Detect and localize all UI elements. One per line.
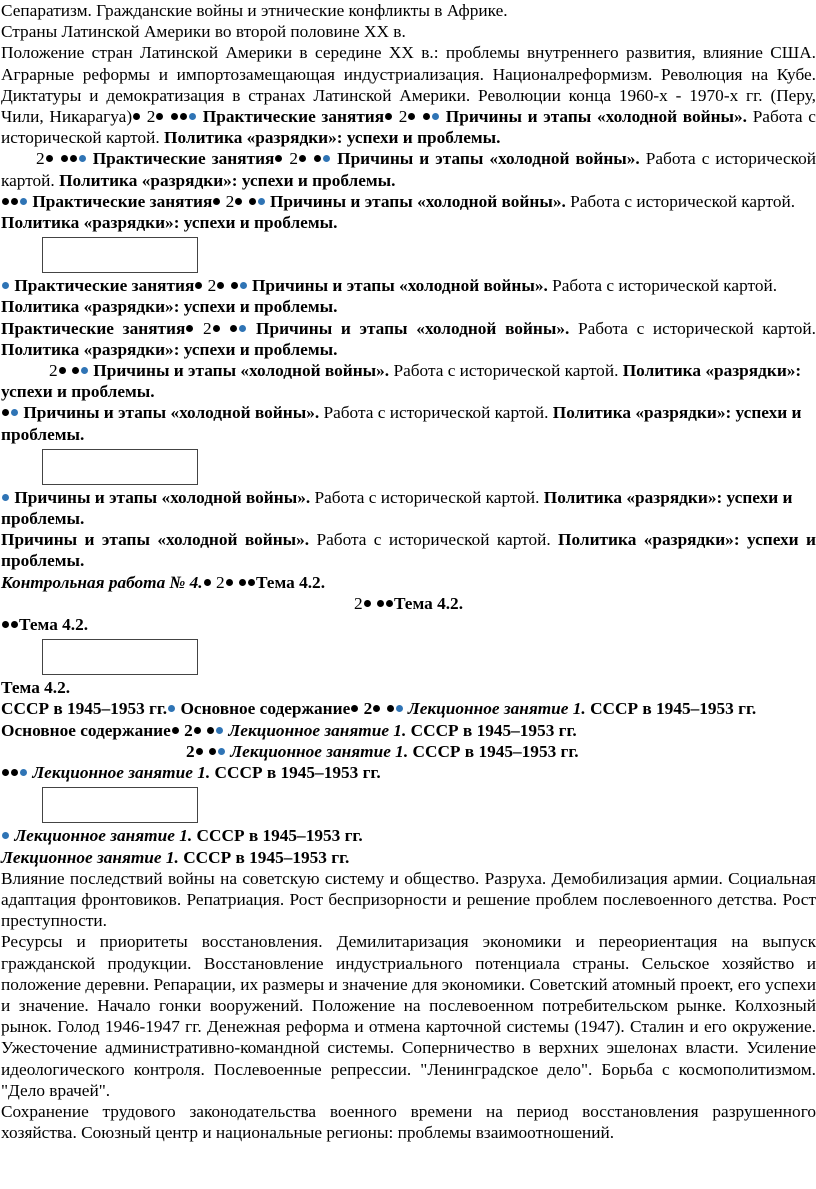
lecture-line-bullet: Лекционное занятие 1. СССР в 1945–1953 гг. [1, 825, 816, 846]
bullet-icon [2, 621, 9, 628]
bullet-icon [20, 198, 27, 205]
paragraph-latin-america: Положение стран Латинской Америки в середине XX в.: проблемы внутреннего развития, влияние США. Аграрные реформы и импортозамещающая индустриализация. Националреформизм. Революция на Кубе. Диктатуры и демократизация в странах Латинской Америки. Революции конца 1960-х - 1970-х гг. (Перу, Чили, Никарагуа) 2 Практические занятия 2 Причины и этапы «холодной войны». Работа с исторической картой. Политика «разрядки»: успехи и проблемы. [1, 43, 816, 148]
bullet-icon [133, 113, 140, 120]
lecture-line-indented: 2 Лекционное занятие 1. СССР в 1945–1953 гг. [186, 741, 579, 761]
bullet-icon [377, 600, 384, 607]
repeat-block-5: 2 Причины и этапы «холодной войны». Работа с исторической картой. Политика «разрядки»: успехи и проблемы. [1, 361, 802, 402]
bullet-icon [172, 727, 179, 734]
ussr-heading-line: СССР в 1945–1953 гг. Основное содержание 2 Лекционное занятие 1. СССР в 1945–1953 гг. [1, 699, 757, 719]
bullet-icon [2, 494, 9, 501]
bullet-icon [2, 282, 9, 289]
bullet-icon [20, 769, 27, 776]
bullet-icon [156, 113, 163, 120]
bullet-icon [2, 409, 9, 416]
bullet-icon [396, 705, 403, 712]
bullet-icon [239, 579, 246, 586]
bullet-icon [2, 832, 9, 839]
image-placeholder-box [42, 639, 198, 675]
bullet-icon [186, 325, 193, 332]
bullet-icon [231, 282, 238, 289]
lecture-heading: Лекционное занятие 1. СССР в 1945–1953 гг. [1, 847, 350, 867]
paragraph-recovery: Ресурсы и приоритеты восстановления. Демилитаризация экономики и переориентация на выпуск гражданской продукции. Восстановление индустриального потенциала страны. Сельское хозяйство и положение деревни. Репарации, их размеры и значение для экономики. Советский атомный проект, его успехи и значение. Начало гонки вооружений. Положение на послевоенном потребительском рынке. Колхозный рынок. Голод 1946-1947 гг. Денежная реформа и отмена карточной системы (1947). Сталин и его окружение. Ужесточение административно-командной системы. Соперничество в верхних эшелонах власти. Усиление идеологического контроля. Послевоенные репрессии. "Ленинградское дело". Борьба с космополитизмом. "Дело врачей". [1, 932, 816, 1100]
repeat-block-7: Причины и этапы «холодной войны». Работа с исторической картой. Политика «разрядки»: успехи и проблемы. [1, 487, 793, 529]
bullet-icon [2, 198, 9, 205]
repeat-block-2: Практические занятия 2 Причины и этапы «холодной войны». Работа с исторической картой. Политика «разрядки»: успехи и проблемы. [1, 191, 796, 233]
bullet-icon [258, 198, 265, 205]
bullet-icon [171, 113, 178, 120]
bullet-icon [196, 748, 203, 755]
heading-latin-america: Страны Латинской Америки во второй половине XX в. [1, 22, 406, 42]
bullet-icon [386, 600, 393, 607]
repeat-block-6: Причины и этапы «холодной войны». Работа с исторической картой. Политика «разрядки»: успехи и проблемы. [1, 403, 802, 444]
bullet-icon [432, 113, 439, 120]
bullet-icon [323, 155, 330, 162]
bullet-icon [209, 748, 216, 755]
bullet-icon [189, 113, 196, 120]
bullet-icon [72, 367, 79, 374]
bullet-icon [194, 727, 201, 734]
bullet-icon [81, 367, 88, 374]
repeat-block-1: 2 Практические занятия 2 Причины и этапы «холодной войны». Работа с исторической картой. Политика «разрядки»: успехи и проблемы. [1, 149, 816, 190]
bullet-icon [249, 198, 256, 205]
topic-line-centered: 2 Тема 4.2. [353, 593, 464, 613]
image-placeholder-box [42, 787, 198, 823]
bullet-icon [235, 198, 242, 205]
bullet-icon [213, 325, 220, 332]
bullet-icon [387, 705, 394, 712]
heading-separatism: Сепаратизм. Гражданские войны и этнические конфликты в Африке. [1, 1, 508, 20]
image-placeholder-box [42, 449, 198, 485]
bullet-icon [204, 579, 211, 586]
bullet-icon [230, 325, 237, 332]
bullet-icon [351, 705, 358, 712]
bullet-icon [195, 282, 202, 289]
main-content-line: Основное содержание 2 Лекционное занятие 1. СССР в 1945–1953 гг. [1, 720, 577, 740]
bullet-icon [2, 769, 9, 776]
repeat-block-8: Причины и этапы «холодной войны». Работа с исторической картой. Политика «разрядки»: успехи и проблемы. [1, 530, 816, 571]
control-work-line: Контрольная работа № 4. 2 Тема 4.2. [1, 572, 326, 592]
bullet-icon [299, 155, 306, 162]
bullet-icon [11, 409, 18, 416]
topic-heading: Тема 4.2. [1, 678, 71, 698]
bullet-icon [226, 579, 233, 586]
bullet-icon [385, 113, 392, 120]
bullet-icon [213, 198, 220, 205]
bullet-icon [11, 621, 18, 628]
bullet-icon [59, 367, 66, 374]
bullet-icon [217, 282, 224, 289]
paragraph-war-consequences: Влияние последствий войны на советскую систему и общество. Разруха. Демобилизация армии. Социальная адаптация фронтовиков. Репатриация. Рост беспризорности и решение проблем послевоенного детства. Рост преступности. [1, 868, 816, 931]
bullet-icon [61, 155, 68, 162]
bullet-icon [248, 579, 255, 586]
bullet-icon [216, 727, 223, 734]
bullet-icon [168, 705, 175, 712]
bullet-icon [373, 705, 380, 712]
repeat-block-3: Практические занятия 2 Причины и этапы «холодной войны». Работа с исторической картой. Политика «разрядки»: успехи и проблемы. [1, 276, 778, 317]
bullet-icon [240, 282, 247, 289]
bullet-icon [46, 155, 53, 162]
bullet-icon [239, 325, 246, 332]
bullet-icon [275, 155, 282, 162]
topic-line-dots: Тема 4.2. [1, 614, 816, 635]
bullet-icon [423, 113, 430, 120]
bullet-icon [79, 155, 86, 162]
bullet-icon [180, 113, 187, 120]
image-placeholder-box [42, 237, 198, 273]
bullet-icon [11, 769, 18, 776]
bullet-icon [218, 748, 225, 755]
bullet-icon [364, 600, 371, 607]
paragraph-labor-law: Сохранение трудового законодательства военного времени на период восстановления разрушенного хозяйства. Союзный центр и национальные регионы: проблемы взаимоотношений. [1, 1101, 816, 1143]
repeat-block-4: Практические занятия 2 Причины и этапы «холодной войны». Работа с исторической картой. Политика «разрядки»: успехи и проблемы. [1, 318, 816, 359]
bullet-icon [70, 155, 77, 162]
bullet-icon [11, 198, 18, 205]
lecture-line-dots: Лекционное занятие 1. СССР в 1945–1953 гг. [1, 762, 816, 783]
bullet-icon [207, 727, 214, 734]
bullet-icon [314, 155, 321, 162]
bullet-icon [408, 113, 415, 120]
